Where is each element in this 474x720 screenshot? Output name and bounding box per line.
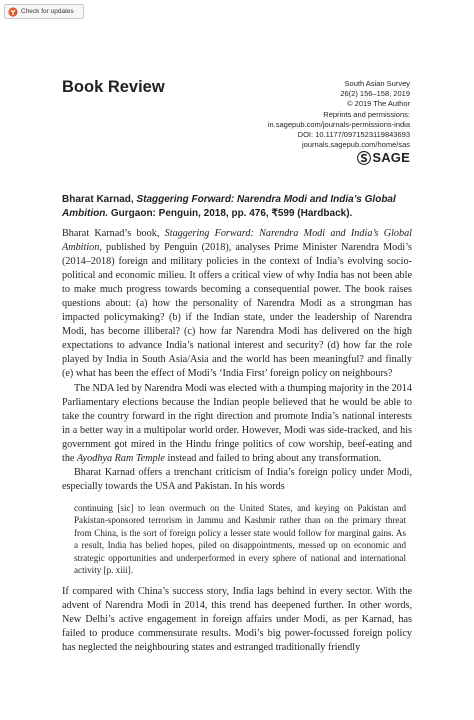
volume-issue: 26(2) 156–158, 2019 xyxy=(340,89,410,99)
check-for-updates-badge[interactable] xyxy=(4,4,84,19)
book-title-inline: Staggering Forward: Narendra Modi and India’s Global Ambition, xyxy=(62,228,413,254)
permissions-link[interactable]: in.sagepub.com/journals-permissions-india xyxy=(267,119,410,129)
paragraph-4: If compared with China’s success story, India lags behind in every sector. With the advent of Narendra Modi in 2014, this trend has deepened further. In other words, New Delhi’s active engagement in foreign affairs under Modi, as per Karnad, has failed to produce commensurate results. Modi’s big power-focussed foreign policy has neglected the neighbouring states and estranged traditionally friendly xyxy=(62,585,412,654)
copyright: © 2019 The Author xyxy=(347,99,410,109)
book-title: Staggering Forward: Narendra Modi and India’s Global Ambition. xyxy=(62,194,396,219)
journal-home-link[interactable]: journals.sagepub.com/home/sas xyxy=(302,140,410,150)
book-details: Gurgaon: Penguin, 2018, pp. 476, ₹599 (Hardback). xyxy=(110,208,353,219)
badge-label: Check for updates xyxy=(21,8,74,15)
review-body xyxy=(62,227,412,655)
paragraph-3: Bharat Karnad offers a trenchant criticism of India’s foreign policy under Modi, especially towards the USA and Pakistan. In his words xyxy=(62,466,412,492)
sage-s-icon xyxy=(357,151,371,165)
paragraph-1: Bharat Karnad’s book, Staggering Forward: Narendra Modi and India’s Global Ambition, published by Penguin (2018), analyses Prime Minister Narendra Modi’s (2014–2018) foreign and military policies in the context of India’s evolving socio-political and economic milieu. It offers a critical view of why India has not been able to make much progress towards becoming a consequential power. The book raises questions about: (a) how the personality of Narendra Modi as a strongman has impacted policymaking? (b) if the Indian state, under the leadership of Narendra Modi, has become illiberal? (c) how far Narendra Modi has delivered on the high expectations to advance India’s national interest and security? (d) how far the role played by India in South Asia/Asia and the world has been meaningful? and finally (e) what has been the effect of Modi’s ‘India First’ foreign policy on neighbours? xyxy=(62,228,413,380)
block-quote: continuing [sic] to lean overmuch on the United States, and keying on Pakistan and Pakistan-sponsored terrorism in Jammu and Kashmir rather than on the primary threat from China, is the sort of foreign policy a lesser state would follow for marginal gains. As a result, India has belied hopes, piled on disappointments, messed up on economic and strategic opportunities and underperformed in every sphere of national and international activity [p. xiii]. xyxy=(74,502,406,576)
book-author: Bharat Karnad, xyxy=(62,194,134,205)
publisher-logo xyxy=(357,150,410,165)
page-title: Book Review xyxy=(62,78,165,96)
crossmark-icon xyxy=(8,7,18,17)
publisher-name: SAGE xyxy=(372,150,410,165)
temple-italic: Ayodhya Ram Temple xyxy=(77,452,165,464)
doi[interactable]: DOI: 10.1177/0971523119843693 xyxy=(297,130,410,140)
book-citation xyxy=(62,193,412,221)
journal-name: South Asian Survey xyxy=(344,79,410,88)
paragraph-2: The NDA led by Narendra Modi was elected with a thumping majority in the 2014 Parliamentary elections because the Indian people believed that he would be able to take the country forward in the right direction and promote India’s national interests in a better way in a multipolar world order. However, Modi was side-tracked, and his government got mired in the Hindu fringe politics of cow worship, beef-eating and the Ayodhya Ram Temple instead and failed to bring about any transformation. xyxy=(62,382,412,464)
reprints-label: Reprints and permissions: xyxy=(323,109,410,119)
journal-metadata xyxy=(268,79,410,150)
